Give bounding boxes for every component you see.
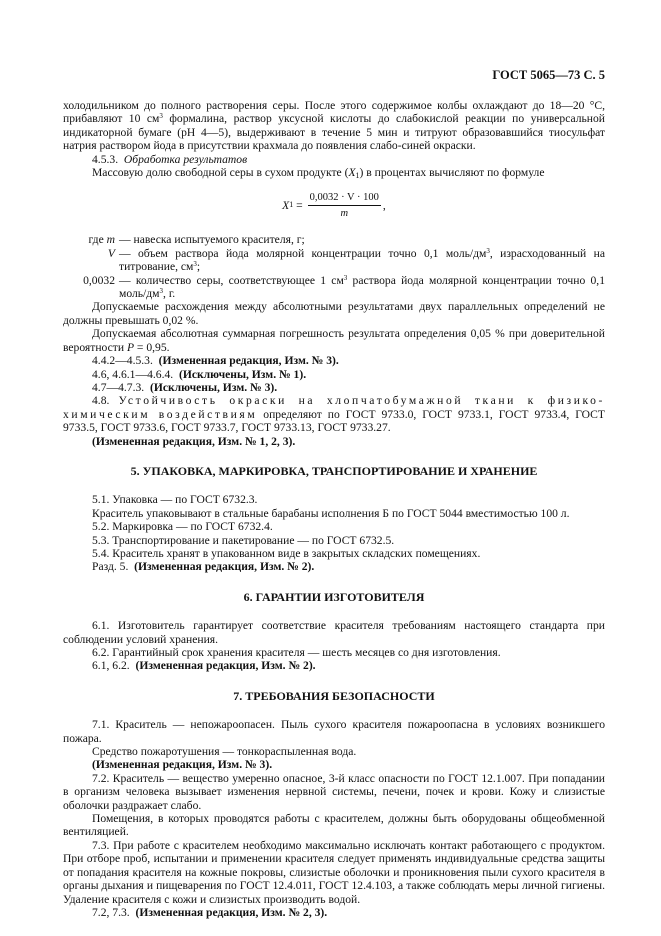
document-body [63, 99, 605, 919]
formula-x1: X 1 = $\frac{0,0032 \cdot V \cdot 100}{m}$ , [282, 191, 386, 219]
formula-fraction [308, 191, 381, 221]
item-5-4: 5.4. Краситель хранят в упакованном виде в закрытых складских помещениях. [92, 546, 481, 560]
item-5-3: 5.3. Транспортирование и пакетирование — по ГОСТ 6732.5. [92, 533, 395, 547]
section-6-title: 6. ГАРАНТИИ ИЗГОТОВИТЕЛЯ [243, 589, 425, 604]
amendment-4-6: 4.6, 4.6.1—4.6.4. (Исключены, Изм. № 1). [92, 367, 307, 381]
paragraph-continuation: холодильником до полного растворения серы. После этого содержимое колбы охлаждают до 18—20 °С, прибавляют 10 $см^3$ формалина, раствор уксусной кислоты до слабокислой реакции по универсальной индикаторной бумаге (рН 4—5), выдерживают в течение 5 мин и титруют образовавшийся тиосульфат натрия раствором йода в присутствии крахмала до появления слабо-синей окраски. [63, 99, 606, 153]
page-header: ГОСТ 5065—73 С. 5 [492, 68, 605, 82]
amendment-section-6: 6.1, 6.2. (Измененная редакция, Изм. № 2). [92, 659, 316, 673]
formula-numerator: 0,0032 · V · 100 [308, 191, 381, 206]
tolerance-text-2: Допускаемая абсолютная суммарная погрешность результата определения 0,05 % при доверительной вероятности P = 0,95. [63, 327, 605, 354]
amendment-4-7: 4.7—4.7.3. (Исключены, Изм. № 3). [92, 380, 278, 394]
item-7-2: 7.2. Краситель — вещество умеренно опасное, 3-й класс опасности по ГОСТ 12.1.007. При попадании в организм человека вызывает изменения нервной системы, печени, почек и крови. Кожу и слизистые оболочки раздражает слабо. [63, 771, 605, 812]
item-6-2: 6.2. Гарантийный срок хранения красителя — шесть месяцев со дня изготовления. [92, 646, 501, 659]
tolerance-text-1: Допускаемые расхождения между абсолютными результатами двух параллельных определений не должны превышать 0,02 %. [63, 300, 605, 327]
subsection-4-5-3-heading: 4.5.3. Обработка результатов [92, 152, 248, 166]
amendment-7-1: (Измененная редакция, Изм. № 3). [92, 758, 273, 772]
item-7-3: 7.3. При работе с красителем необходимо максимально исключать контакт работающего с продуктом. При отборе проб, испытании и применении красителя следует применять индивидуальные средства защиты от попадания красителя на кожные покровы, слизистые оболочки и проникновения пыли сухого красителя в органы дыхания и пищеварения по ГОСТ 12.4.011, ГОСТ 12.4.103, а также соблюдать меры личной гигиены. Удаление красителя с кожи и слизистых производить водой. [63, 838, 605, 906]
item-5-2: 5.2. Маркировка — по ГОСТ 6732.4. [92, 520, 273, 534]
amendment-section-7: 7.2, 7.3. (Измененная редакция, Изм. № 2, 3). [92, 905, 328, 919]
item-7-2-ventilation: Помещения, в которых проводятся работы с красителем, должны быть оборудованы общеобменной вентиляцией. [63, 812, 605, 839]
definition-coefficient: 0,0032 — количество серы, соответствующее 1 $см^3$ раствора йода молярной концентрации точно 0,1 моль/$дм^3$, г. [83, 273, 606, 301]
item-5-1-text: Краситель упаковывают в стальные барабаны исполнения Б по ГОСТ 5044 вместимостью 100 л. [92, 506, 570, 520]
item-7-1-extinguishing: Средство пожаротушения — тонкораспыленная вода. [92, 745, 357, 759]
amendment-4-8: (Измененная редакция, Изм. № 1, 2, 3). [92, 434, 296, 448]
definition-m: где m — навеска испытуемого красителя, г; [88, 233, 305, 247]
item-7-1: 7.1. Краситель — непожароопасен. Пыль сухого красителя пожароопасна в условиях возникшего пожара. [63, 718, 605, 745]
section-5-title: 5. УПАКОВКА, МАРКИРОВКА, ТРАНСПОРТИРОВАНИЕ И ХРАНЕНИЕ [130, 463, 538, 478]
subsection-4-8: 4.8. Устойчивость окраски на хлопчатобумажной ткани к физико-химическим воздействиям определяют по ГОСТ 9733.0, ГОСТ 9733.1, ГОСТ 9733.4, ГОСТ 9733.5, ГОСТ 9733.6, ГОСТ 9733.7, ГОСТ 9733.13, ГОСТ 9733.27. [63, 394, 606, 435]
variable-definitions [63, 233, 605, 300]
formula-lhs: X [282, 198, 290, 212]
item-6-1: 6.1. Изготовитель гарантирует соответствие красителя требованиям настоящего стандарта при соблюдении условий хранения. [63, 619, 605, 646]
formula-denominator: m [340, 207, 349, 219]
mass-fraction-text: Массовую долю свободной серы в сухом продукте $(X_1)$ в процентах вычисляют по формуле [92, 166, 545, 181]
section-7-title: 7. ТРЕБОВАНИЯ БЕЗОПАСНОСТИ [233, 688, 435, 703]
definition-v: V — объем раствора йода молярной концентрации точно 0,1 моль/$дм^3$, израсходованный на титрование, $см^3$; [107, 246, 605, 274]
item-5-1: 5.1. Упаковка — по ГОСТ 6732.3. [92, 493, 258, 507]
amendment-4-4-2: 4.4.2—4.5.3. (Измененная редакция, Изм. № 3). [92, 354, 339, 368]
amendment-section-5: Разд. 5. (Измененная редакция, Изм. № 2). [92, 560, 315, 574]
